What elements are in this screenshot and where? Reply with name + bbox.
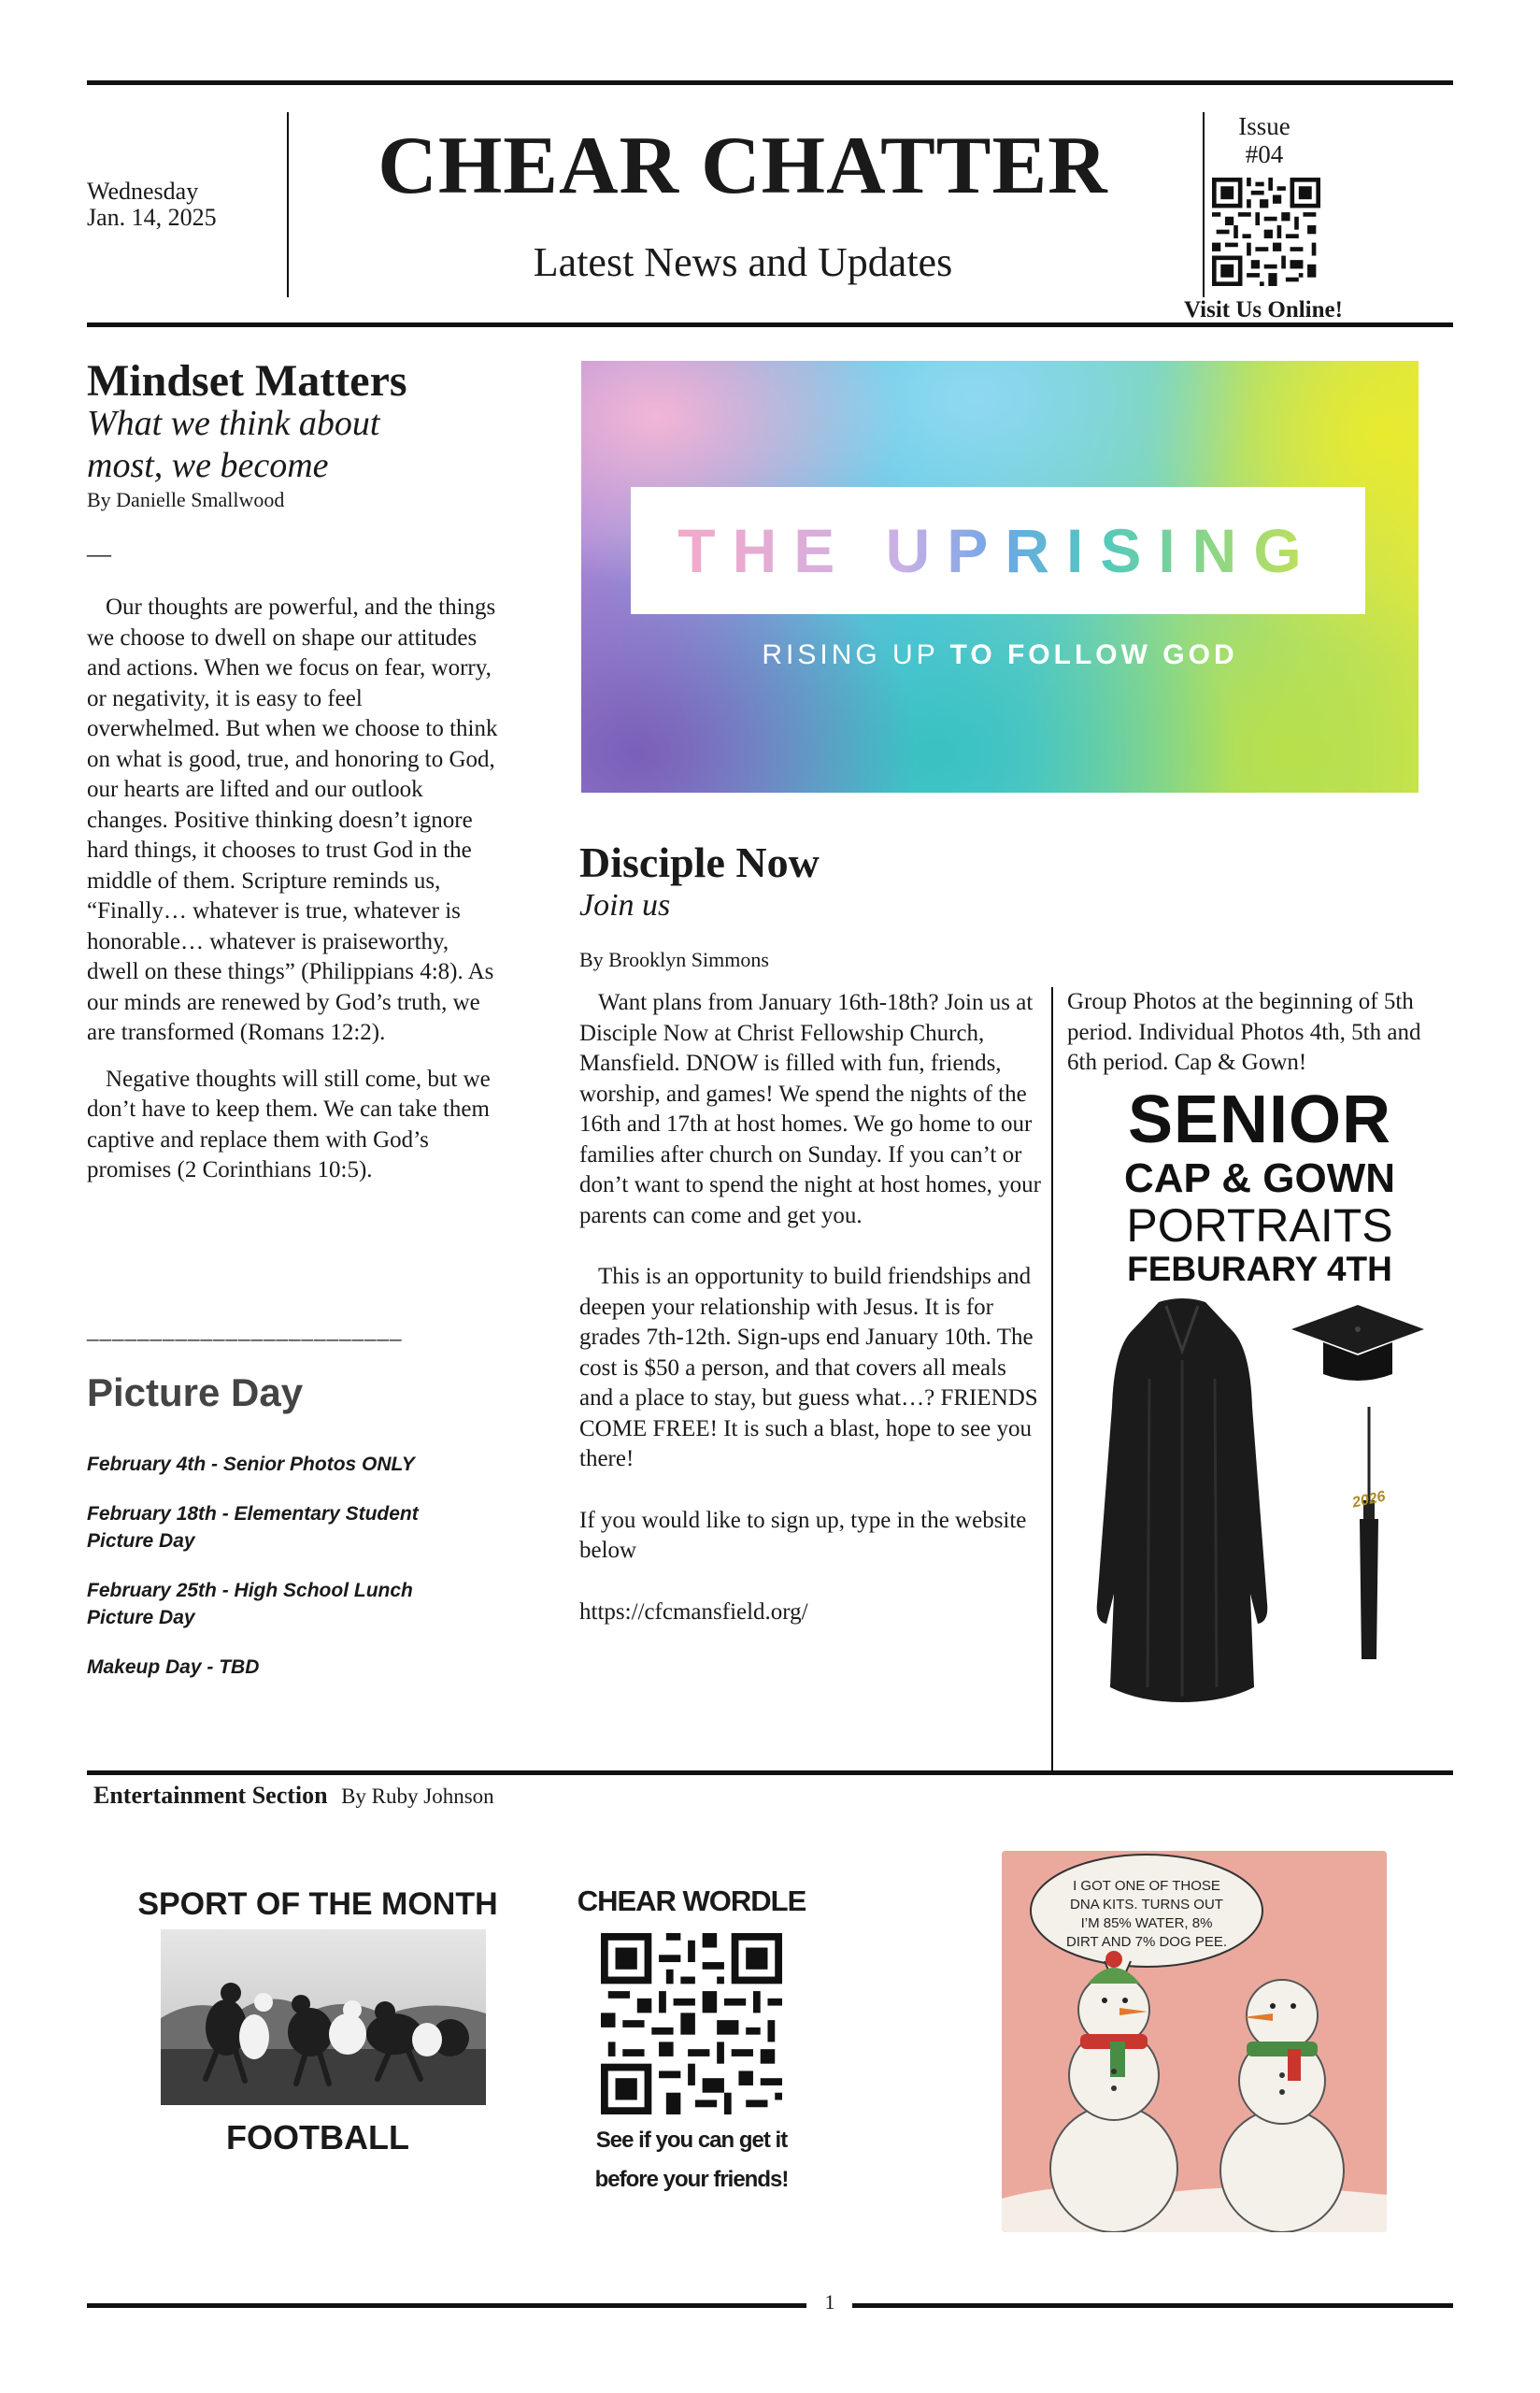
picture-day-item: February 25th - High School Lunch Picture Day (87, 1580, 413, 1628)
disciple-subtitle: Join us (579, 888, 671, 923)
issue-day: Wednesday (87, 178, 199, 205)
issue-number: #04 (1245, 140, 1284, 168)
sport-name: FOOTBALL (226, 2118, 409, 2157)
snowman-comic (1002, 1851, 1387, 2232)
tassel-year-charm: 2026 (1350, 1488, 1388, 1512)
mindset-article (87, 593, 498, 1202)
comic-speech-line: I’M 85% WATER, 8% (1080, 1915, 1213, 1931)
senior-line2: CAP & GOWN (1123, 1155, 1396, 1201)
picture-day-item: February 18th - Elementary Student Picture Day (87, 1503, 419, 1552)
picture-day-list (87, 1451, 479, 1681)
senior-line1: SENIOR (1127, 1082, 1392, 1157)
sport-of-month-title: SPORT OF THE MONTH (137, 1886, 498, 1922)
masthead-bottom-rule (87, 322, 1453, 327)
masthead-divider-left (287, 112, 289, 297)
uprising-tagline-light: RISING UP (762, 639, 939, 670)
mindset-dash: — (87, 540, 111, 567)
wordle-caption-line1: See if you can get it (595, 2128, 788, 2153)
disciple-article (579, 988, 1043, 1627)
comic-speech-line: I GOT ONE OF THOSE (1073, 1878, 1220, 1894)
footer-rule-left (87, 2303, 806, 2308)
qr-code-icon[interactable] (1211, 178, 1321, 286)
entertainment-header (93, 1782, 494, 1810)
column-divider (1051, 987, 1053, 1772)
entertainment-byline: By Ruby Johnson (341, 1784, 494, 1808)
page-number: 1 (824, 2290, 835, 2314)
masthead-divider-right (1203, 112, 1205, 297)
footer-rule-right (852, 2303, 1453, 2308)
visit-us-online-label: Visit Us Online! (1184, 297, 1343, 322)
disciple-title: Disciple Now (579, 838, 820, 886)
top-rule (87, 80, 1453, 85)
disciple-paragraph-1: Want plans from January 16th-18th? Join us at Disciple Now at Christ Fellowship Church, Mansfield. DNOW is filled with fun, friends, worship, and games! We spend the nights of the 16th and 17th at host homes. We go home to our families after church on Sunday. If you can’t or don’t want to spend the night at host homes, your parents can come and get you. (579, 990, 1041, 1228)
issue-label: Issue (1238, 112, 1290, 140)
mindset-title: Mindset Matters (87, 356, 407, 406)
masthead-title: CHEAR CHATTER (378, 121, 1108, 211)
football-photo (161, 1929, 486, 2105)
graduation-gown-icon (1093, 1295, 1271, 1706)
graduation-cap-icon (1288, 1301, 1428, 1387)
mindset-subtitle-line2: most, we become (87, 446, 329, 485)
comic-speech-line: DNA KITS. TURNS OUT (1070, 1897, 1223, 1913)
picture-day-title: Picture Day (87, 1370, 304, 1414)
mindset-paragraph-2: Negative thoughts will still come, but we don’t have to keep them. We can take them captive and replace them with God’s promises (2 Corinthians 10:5). (87, 1066, 491, 1182)
entertainment-top-rule (87, 1770, 1453, 1775)
senior-note: Group Photos at the beginning of 5th period. Individual Photos 4th, 5th and 6th period. Cap & Gown! (1067, 989, 1421, 1075)
comic-speech-bubble (1048, 1877, 1245, 1952)
wordle-caption-line2: before your friends! (594, 2167, 789, 2192)
tassel-icon (1341, 1407, 1397, 1664)
disciple-paragraph-2: This is an opportunity to build friendships and deepen your relationship with Jesus. It is for grades 7th-12th. Sign-ups end January 10th. The cost is $50 a person, and that covers all meals and a place to stay, but guess what…? FRIENDS COME FREE! It is such a blast, hope to see you there! (579, 1264, 1038, 1471)
uprising-tagline-bold: TO FOLLOW GOD (949, 639, 1238, 670)
senior-line3: PORTRAITS (1126, 1199, 1393, 1252)
uprising-tagline (581, 639, 1419, 671)
picture-day-item: February 4th - Senior Photos ONLY (87, 1454, 415, 1475)
senior-line4: FEBURARY 4TH (1127, 1250, 1392, 1288)
wordle-title: CHEAR WORDLE (577, 1884, 806, 1917)
entertainment-heading: Entertainment Section (93, 1782, 328, 1809)
mindset-subtitle-line1: What we think about (87, 404, 380, 443)
masthead-subtitle: Latest News and Updates (533, 239, 953, 285)
uprising-title (631, 510, 1365, 591)
disciple-signup-link[interactable]: https://cfcmansfield.org/ (579, 1598, 808, 1625)
disciple-paragraph-3: If you would like to sign up, type in the website below (579, 1507, 1027, 1563)
senior-poster (1067, 1084, 1452, 1290)
mindset-byline: By Danielle Smallwood (87, 488, 285, 511)
issue-date: Jan. 14, 2025 (87, 204, 217, 231)
mindset-paragraph-1: Our thoughts are powerful, and the things we choose to dwell on shape our attitudes and actions. When we focus on fear, worry, or negativity, it is easy to feel overwhelmed. But when we choose to think on what is good, true, and honoring to God, our hearts are lifted and our outlook changes. Positive thinking doesn’t ignore hard things, it chooses to trust God in the middle of them. Scripture reminds us, “Finally… whatever is true, whatever is honorable… whatever is praiseworthy, dwell on these things” (Philippians 4:8). As our minds are renewed by God’s truth, we are transformed (Romans 12:2). (87, 595, 498, 1045)
comic-speech-line: DIRT AND 7% DOG PEE. (1066, 1934, 1227, 1950)
wordle-qr-code-icon[interactable] (601, 1933, 782, 2114)
picture-day-item: Makeup Day - TBD (87, 1656, 260, 1678)
uprising-title-text: THE UPRISING (677, 516, 1319, 585)
uprising-banner (581, 361, 1419, 793)
disciple-byline: By Brooklyn Simmons (579, 948, 769, 971)
mindset-divider: _________________________ (87, 1318, 403, 1343)
